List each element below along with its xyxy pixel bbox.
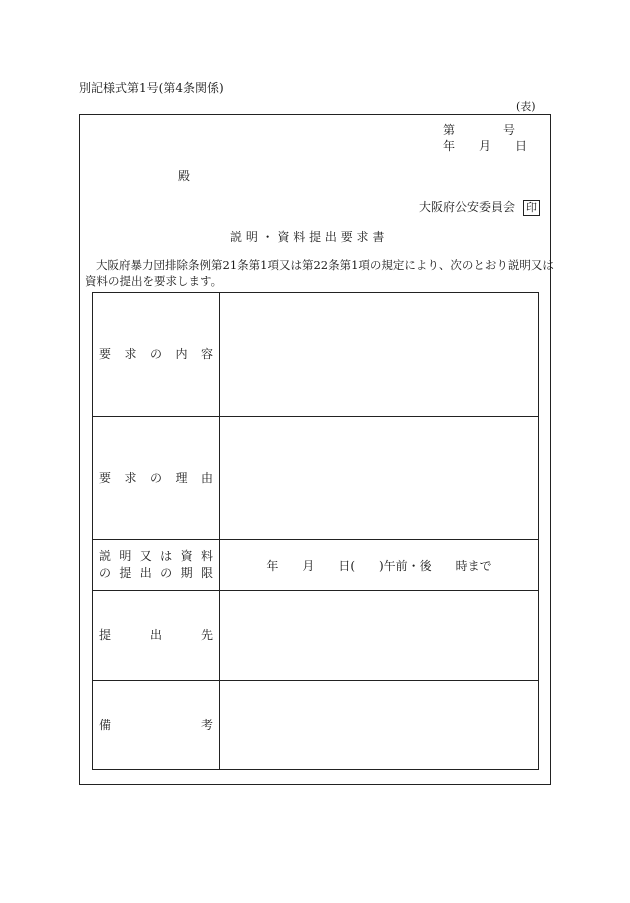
issuer-name: 大阪府公安委員会 [419, 200, 516, 214]
date-line: 年 月 日 [443, 139, 528, 153]
row-label-submission-destination: 提 出 先 [99, 628, 213, 642]
addressee-suffix: 殿 [178, 169, 191, 183]
seal-mark: 印 [523, 200, 540, 216]
table-column-divider [219, 293, 220, 769]
row-label-remarks: 備 考 [99, 717, 213, 732]
deadline-value: 年 月 日( )午前・後 時まで [266, 558, 492, 573]
form-header-label: 別記様式第1号(第4条関係) [79, 81, 224, 95]
row-label-submission-deadline: 説 明 又 は 資 料 の 提 出 の 期 限 [99, 549, 213, 580]
side-label: (表) [516, 100, 536, 113]
body-text-line1: 大阪府暴力団排除条例第21条第1項又は第22条第1項の規定により、次のとおり説明又は [96, 258, 554, 272]
issuer-line [419, 200, 540, 216]
body-text-line2: 資料の提出を要求します。 [85, 274, 223, 288]
request-table [92, 292, 539, 770]
form-title: 説 明 ・ 資 料 提 出 要 求 書 [230, 230, 385, 244]
row-label-request-reason: 要 求 の 理 由 [99, 470, 213, 485]
row-label-request-content: 要 求 の 内 容 [99, 347, 213, 361]
document-number-line: 第 号 [443, 123, 516, 137]
